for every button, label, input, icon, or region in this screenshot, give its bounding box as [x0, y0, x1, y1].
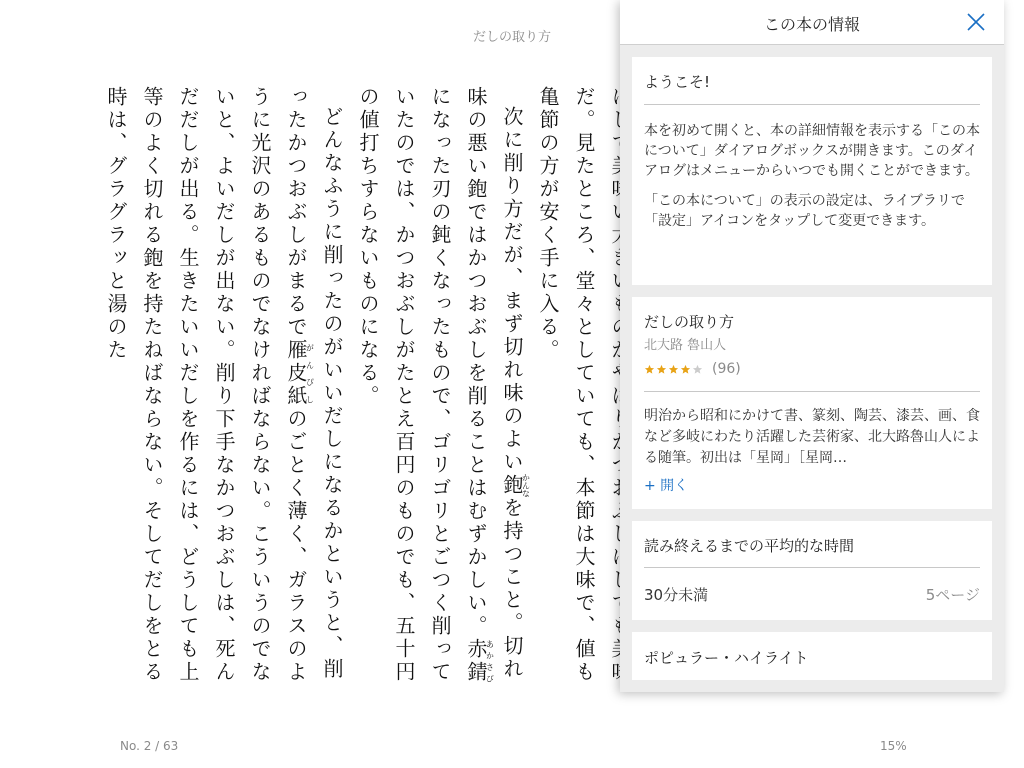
- reader-paragraph: どんなふうに削ったのがいいだしになるかというと、削ったかつおぶしがまるで雁皮紙がんぴしのごとく薄く、ガラスのように光沢のあるものでなければならない。こういうのでないと、よいだしが出ない。削り下手なかつおぶしは、死んだだしが出る。生きたいいだしを作るには、どうしても上等のよく切れる鉋を持たねばならない。そしてだしをとる時は、グラグラッと湯のた: [104, 86, 344, 684]
- popular-highlights-card[interactable]: [632, 632, 992, 680]
- welcome-text-2: 「この本について」の表示の設定は、ライブラリで「設定」アイコンをタップして変更できます。: [644, 193, 965, 229]
- welcome-body: [644, 105, 980, 231]
- star-filled-icon: [668, 364, 679, 375]
- book-title: だしの取り方: [472, 30, 551, 45]
- reading-time-heading: 読み終えるまでの平均的な時間: [644, 521, 980, 568]
- panel-title: この本の情報: [763, 15, 860, 34]
- reading-time-card: [632, 521, 992, 620]
- book-info-panel: [620, 0, 1004, 692]
- close-icon: [962, 8, 990, 36]
- star-filled-icon: [656, 364, 667, 375]
- reading-time-row: [644, 568, 980, 605]
- divider: [644, 391, 980, 392]
- progress-percent: 15%: [880, 739, 907, 753]
- rating-row[interactable]: [644, 359, 980, 379]
- panel-header: [620, 0, 1004, 45]
- popular-highlights-heading: ポピュラー・ハイライト: [644, 649, 809, 667]
- ruby-word[interactable]: 赤錆あかさび: [464, 638, 495, 684]
- welcome-text-1: 本を初めて開くと、本の詳細情報を表示する「この本について」ダイアログボックスが開きます。このダイアログはメニューからいつでも開くことができます。: [644, 123, 980, 179]
- welcome-heading: ようこそ!: [644, 57, 980, 105]
- book-description: 明治から昭和にかけて書、篆刻、陶芸、漆芸、画、食など多岐にわたり活躍した芸術家、北大路魯山人による随筆。初出は「星岡」［星岡…: [644, 408, 980, 466]
- reader-paragraph: だ。見たところ、堂々としていても、本節は大味で、値も亀節の方が安く手に入る。: [536, 86, 596, 684]
- star-rating: [644, 364, 704, 375]
- star-empty-icon: [692, 364, 703, 375]
- page-location: No. 2 / 63: [120, 739, 179, 753]
- book-author[interactable]: 北大路 魯山人: [644, 338, 727, 353]
- ruby-word[interactable]: 雁皮紙がんぴし: [284, 339, 315, 408]
- reading-time-pages: 5ページ: [925, 586, 980, 604]
- book-details-card: [632, 297, 992, 509]
- ruby-word[interactable]: 鉋かんな: [500, 473, 531, 498]
- star-filled-icon: [644, 364, 655, 375]
- expand-description-link[interactable]: + 開く: [644, 478, 689, 494]
- star-filled-icon: [680, 364, 691, 375]
- reader-paragraph: 次に削り方だが、まず切れ味のよい鉋かんなを持つこと。切れ味の悪い鉋ではかつおぶしを削ることはむずかしい。赤錆あかさびになった刃の鈍くなったもので、ゴリゴリとごつく削っていたのでは、かつおぶしがたとえ百円のものでも、五十円の値打ちすらないものになる。: [356, 86, 531, 684]
- welcome-card: [632, 57, 992, 285]
- close-button[interactable]: [962, 8, 990, 36]
- book-card-title[interactable]: だしの取り方: [644, 313, 735, 331]
- review-count: (96): [712, 361, 741, 377]
- reading-time-value: 30分未満: [644, 586, 709, 604]
- reader-text-body[interactable]: [104, 86, 638, 696]
